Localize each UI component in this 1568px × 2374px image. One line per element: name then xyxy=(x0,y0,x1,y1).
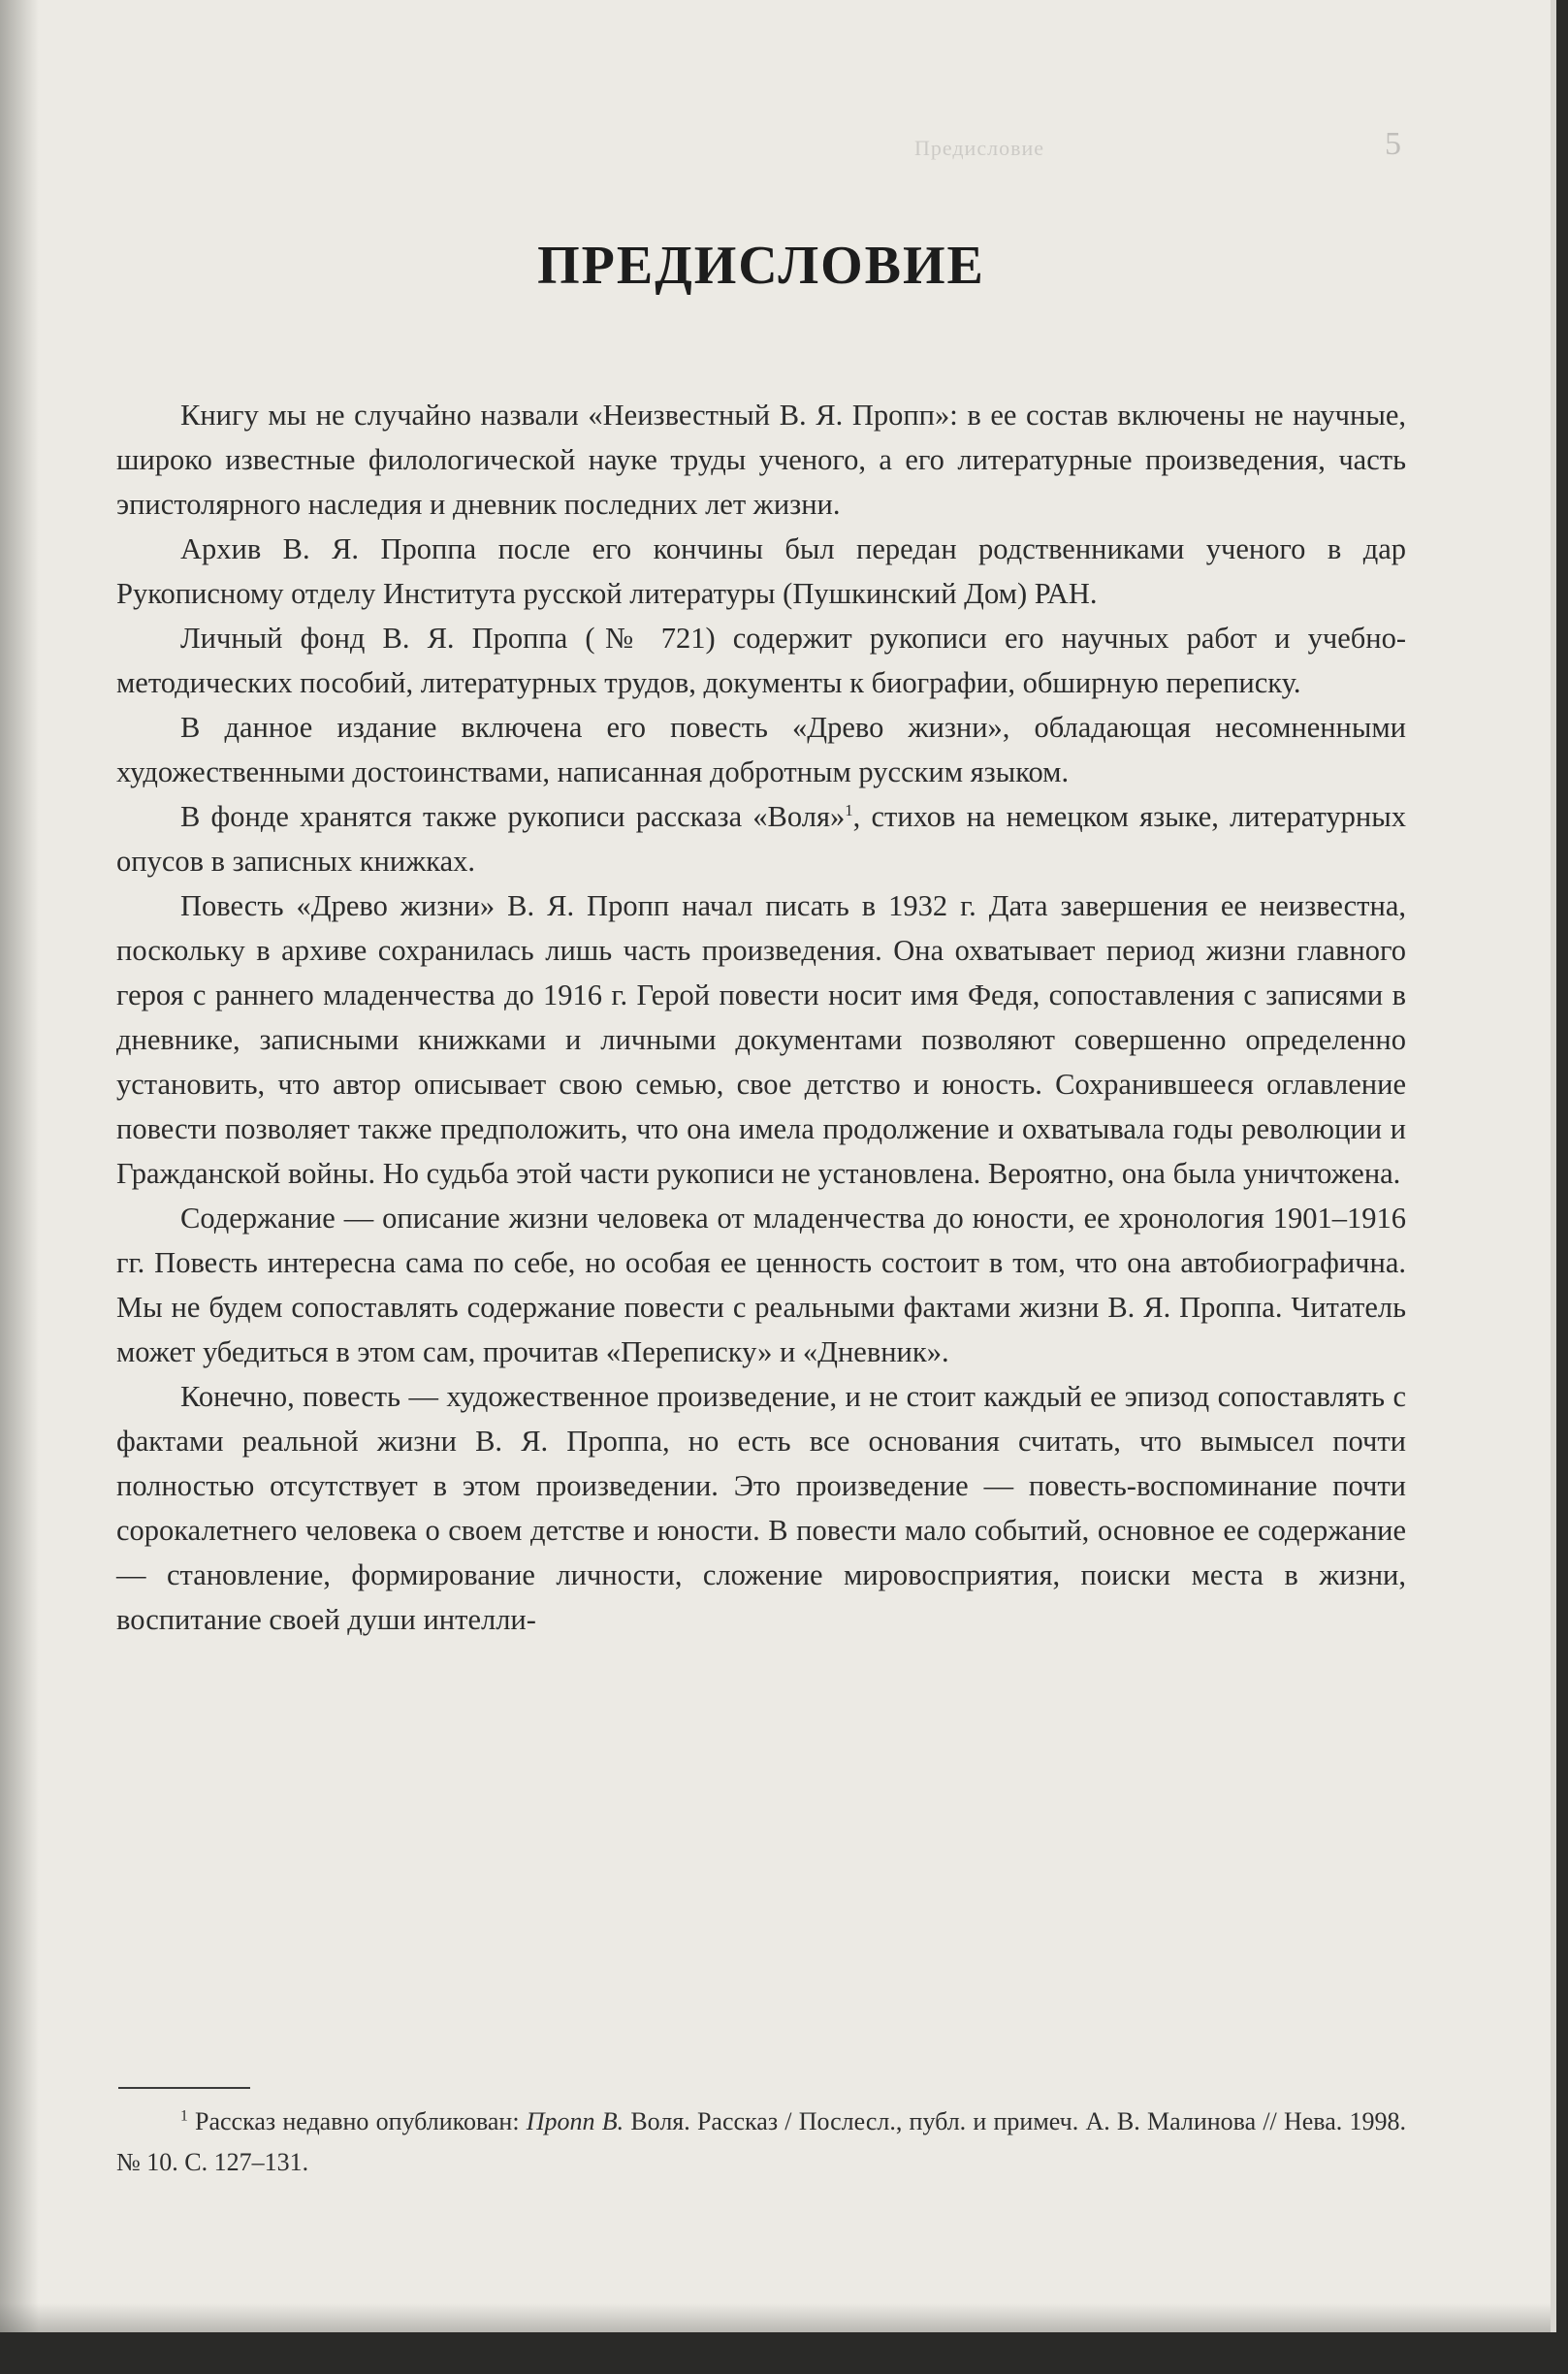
paragraph: Книгу мы не случайно назвали «Неизвестный В. Я. Пропп»: в ее состав включены не научные, широко известные филологической науке труды ученого, а его литературные произведения, часть эпистолярного наследия и дневник последних лет жизни. xyxy=(116,399,1406,521)
paragraph-with-footnote-ref xyxy=(116,794,1406,883)
paragraph: Повесть «Древо жизни» В. Я. Пропп начал писать в 1932 г. Дата завершения ее неизвестна, поскольку в архиве сохранилась лишь часть произведения. Она охватывает период жизни главного героя с раннего младенчества до 1916 г. Герой повести носит имя Федя, сопоставления с записями в дневнике, записными книжками и личными документами позволяют совершенно определенно установить, что автор описывает свою семью, свое детство и юность. Сохранившееся оглавление повести позволяет также предположить, что она имела продолжение и охватывала годы революции и Гражданской войны. Но судьба этой части рукописи не установлена. Вероятно, она была уничтожена. xyxy=(116,889,1406,1190)
paragraph: Конечно, повесть — художественное произведение, и не стоит каждый ее эпизод сопоставлять с фактами реальной жизни В. Я. Проппа, но есть все основания считать, что вымысел почти полностью отсутствует в этом произведении. Это произведение — повесть-воспоминание почти сорокалетнего человека о своем детстве и юности. В повести мало событий, основное ее содержание — становление, формирование личности, сложение мировосприятия, поиски места в жизни, воспитание своей души интелли- xyxy=(116,1380,1406,1636)
bottom-shadow xyxy=(0,2303,1556,2332)
paragraph: Содержание — описание жизни человека от младенчества до юности, ее хронология 1901–1916 гг. Повесть интересна сама по себе, но особая ее ценность состоит в том, что она автобиографична. Мы не будем сопоставлять содержание повести с реальными фактами жизни В. Я. Проппа. Читатель может убедиться в этом сам, прочитав «Переписку» и «Дневник». xyxy=(116,1202,1406,1368)
footnote-text: Рассказ недавно опубликован: xyxy=(187,2107,527,2135)
paragraph-text: В фонде хранятся также рукописи рассказа «Воля» xyxy=(180,800,846,833)
paragraph: Личный фонд В. Я. Проппа (№ 721) содержит рукописи его научных работ и учебно-методических пособий, литературных трудов, документы к биографии, обширную переписку. xyxy=(116,622,1406,699)
footnote-reference[interactable]: 1 xyxy=(845,800,853,819)
page-edge xyxy=(1551,0,1556,2332)
page-title: ПРЕДИСЛОВИЕ xyxy=(537,236,985,296)
footnote-marker: 1 xyxy=(180,2107,188,2125)
paragraph-text: , стихов на немецком языке, литературных опусов в записных книжках. xyxy=(116,800,1406,878)
binding-shadow xyxy=(0,0,39,2332)
footnote-rule xyxy=(118,2087,250,2089)
paragraph: Архив В. Я. Проппа после его кончины был передан родственниками ученого в дар Рукописному отделу Института русской литературы (Пушкинский Дом) РАН. xyxy=(116,532,1406,610)
paragraph: В данное издание включена его повесть «Древо жизни», обладающая несомненными художественными достоинствами, написанная добротным русским языком. xyxy=(116,711,1406,788)
body-text xyxy=(116,393,1406,1642)
footnote xyxy=(116,2101,1406,2183)
running-head: Предисловие xyxy=(914,136,1044,160)
page-number: 5 xyxy=(1385,126,1401,162)
footnote-text: Воля. Рассказ / Послесл., публ. и примеч. А. В. Малинова // Нева. 1998. № 10. С. 127–131. xyxy=(116,2107,1406,2176)
footnote-author: Пропп В. xyxy=(526,2107,624,2135)
